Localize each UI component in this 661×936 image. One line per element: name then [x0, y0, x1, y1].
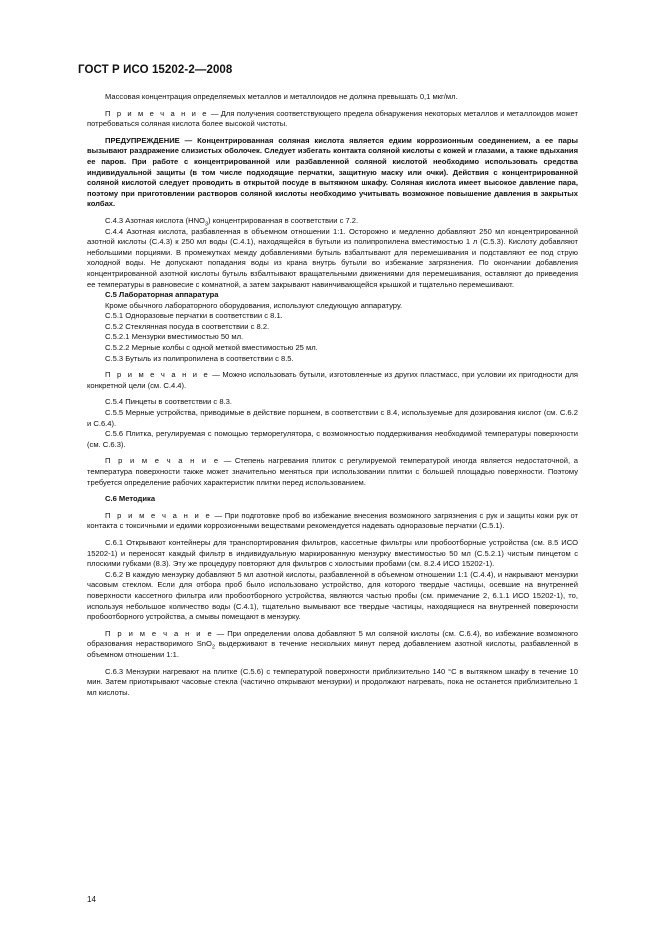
section-heading: С.5 Лабораторная аппаратура [105, 290, 219, 300]
paragraph: С.5.5 Мерные устройства, приводимые в действие поршнем, в соответствии с 8.4, используемые для дозирования кислот (см. С.6.2 и С.6.4). [87, 408, 578, 428]
text-segment: С.4.3 Азотная кислота (HNO [105, 215, 205, 225]
paragraph: Кроме обычного лабораторного оборудования, используют следующую аппаратуру. [105, 300, 403, 310]
note-label: П р и м е ч а н и е [105, 370, 210, 380]
note-label: П р и м е ч а н и е [105, 108, 209, 118]
note [87, 511, 578, 532]
paragraph: С.6.2 В каждую мензурку добавляют 5 мл азотной кислоты, разбавленной в объемном отношении 1:1 (С.4.4), и накрывают мензурки часовым стеклом. Если для отбора проб было использовано устройство, для которого твердые частицы, осевшие на внутренней поверхности кассетного фильтра или пробоотборного устройства, являются частью пробы (см. примечание 2, 6.1.1 ИСО 15202-1), то, используя небольшое количество воды (С.4.1), тщательно вымывают все твердые частицы, находящиеся на внутренней поверхности пробоотборного устройства, а смывы помещают в мензурку. [87, 569, 578, 622]
note-label: П р и м е ч а н и е [105, 456, 221, 466]
paragraph: С.5.6 Плитка, регулируемая с помощью терморегулятора, с возможностью поддерживания необходимой температуры поверхности (см. С.6.3). [87, 429, 578, 449]
note-label: П р и м е ч а н и е [105, 510, 212, 520]
text-segment: ) концентрированная в соответствии с 7.2. [208, 215, 359, 225]
paragraph: С.4.4 Азотная кислота, разбавленная в объемном отношении 1:1. Осторожно и медленно добавляют 250 мл концентрированной азотной кислоты (С.4.3) к 250 мл воды (С.4.1), находящейся в бутыли из полипропилена вместимостью 1 л (С.5.3). Кислоту добавляют небольшими порциями. В промежутках между добавлениями бутыль взбалтывают для перемешивания и подставляют ее под струю холодной воды. Не допускают попадания воды из крана внутрь бутыли во избежание загрязнения. По окончании добавления концентрированной азотной кислоты бутыль взбалтывают вращательными движениями для перемешивания, оставляют до приведения ее температуры в равновесие с комнатной, а затем закрывают навинчивающейся крышкой и тщательно перемешивают. [87, 226, 578, 289]
note [87, 456, 578, 488]
note-text: — При подготовке проб во избежание внесения возможного загрязнения с рук и защиты кожи рук от контакта с токсичными и едкими коррозионными веществами рекомендуется надевать одноразовые перчатки (С.5.1). [87, 510, 578, 531]
note-text: — Для получения соответствующего предела обнаружения некоторых металлов и металлоидов может потребоваться соляная кислота более высокой чистоты. [87, 108, 578, 129]
warning: ПРЕДУПРЕЖДЕНИЕ — Концентрированная соляная кислота является едким коррозионным соединением, а ее пары вызывают раздражение слизистых оболочек. Следует избегать контакта соляной кислоты с кожей и глазами, а также вдыхания ее паров. При работе с концентрированной или разбавленной соляной кислотой необходимо использовать средства индивидуальной защиты (в том числе подходящие перчатки, защитную маску или очки). Действия с концентрированной соляной кислотой следует проводить в открытой посуде в вытяжном шкафу. Соляная кислота имеет высокое давление пара, поэтому при приготовлении растворов соляной кислоты необходимо учитывать возможное повышение давления в закрытых колбах. [87, 135, 578, 209]
note-text: — При определении олова добавляют 5 мл соляной кислоты (см. С.6.4), во избежание возможного образования нерастворимого SnO [87, 628, 578, 649]
note-text: выдерживают в течение нескольких минут перед добавлением азотной кислоты, разбавленной в объемном отношении 1:1. [87, 639, 578, 659]
paragraph: С.5.3 Бутыль из полипропилена в соответствии с 8.5. [105, 353, 294, 363]
paragraph: С.6.1 Открывают контейнеры для транспортирования фильтров, кассетные фильтры или пробоотборные устройства (см. 8.5 ИСО 15202-1) и переносят каждый фильтр в индивидуальную маркированную мензурку вместимостью 50 мл (С.5.2.1) чистым пинцетом с плоскими губками (8.3). Эту же процедуру повторяют для фильтров с холостыми пробами (см. 8.2.4 ИСО 15202-1). [87, 537, 578, 569]
paragraph: С.5.4 Пинцеты в соответствии с 8.3. [105, 397, 233, 407]
section-heading: С.6 Методика [105, 494, 156, 504]
subscript: 3 [204, 221, 209, 228]
paragraph: С.5.2.2 Мерные колбы с одной меткой вместимостью 25 мл. [105, 343, 318, 353]
note [87, 629, 578, 661]
document-body [87, 92, 578, 698]
document-header: ГОСТ Р ИСО 15202-2—2008 [78, 64, 233, 76]
paragraph: С.5.2.1 Мензурки вместимостью 50 мл. [105, 332, 244, 342]
paragraph: Массовая концентрация определяемых металлов и металлоидов не должна превышать 0,1 мкг/мл. [105, 92, 458, 101]
note-text: — Можно использовать бутыли, изготовленные из других пластмасс, при условии их пригодности для конкретной цели (см. С.4.4). [87, 370, 578, 390]
note-label: П р и м е ч а н и е [105, 628, 214, 638]
note [87, 370, 578, 391]
paragraph: С.5.2 Стеклянная посуда в соответствии с 8.2. [105, 321, 270, 331]
paragraph [87, 216, 578, 227]
subscript: 2 [211, 644, 215, 651]
paragraph: С.6.3 Мензурки нагревают на плитке (С.5.6) с температурой поверхности приблизительно 140 °С в вытяжном шкафу в течение 10 мин. Затем приоткрывают часовые стекла (частично открывают мензурки) и продолжают нагревать, пока не останется приблизительно 1 мл кислоты. [87, 666, 578, 697]
note-text: — Степень нагревания плиток с регулируемой температурой иногда является недостаточной, а температура поверхности также может значительно меняться при использовании плитки с большей площадью поверхности. Поэтому требуется определение рабочих характеристик плитки перед использованием. [87, 456, 578, 487]
paragraph: С.5.1 Одноразовые перчатки в соответствии с 8.1. [105, 311, 283, 321]
page-number: 14 [87, 895, 96, 904]
note [87, 109, 578, 130]
